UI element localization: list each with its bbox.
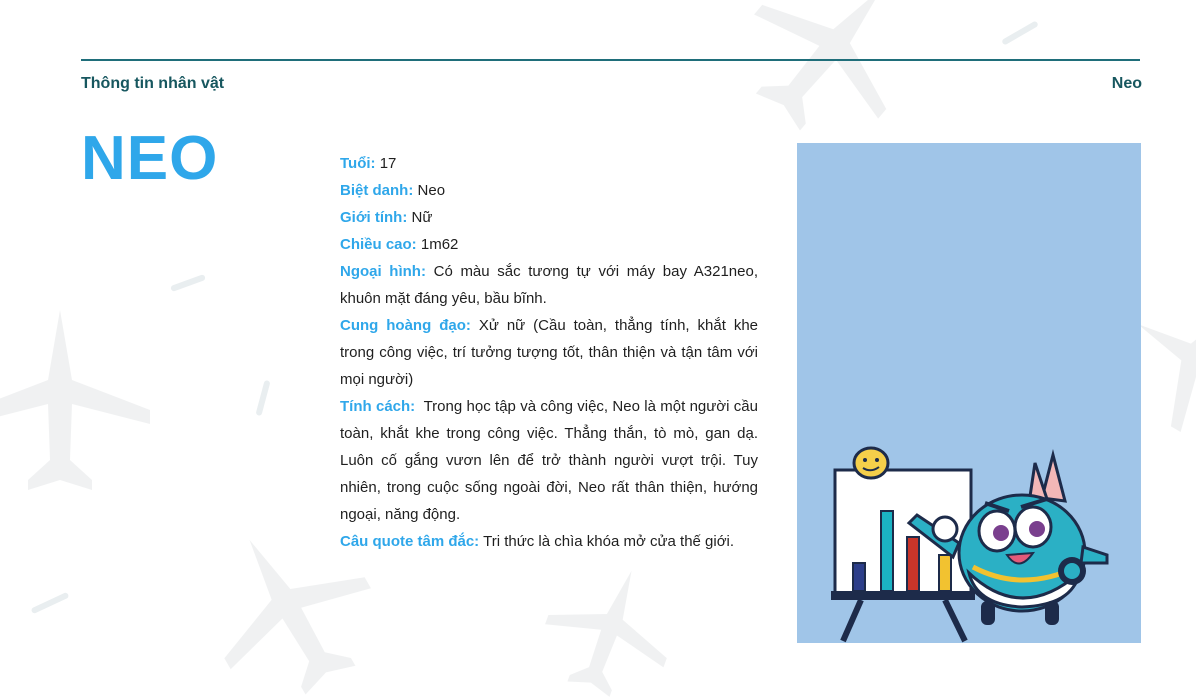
info-value: Xử nữ (Cầu toàn, thẳng tính, khắt khe trong công việc, trí tưởng tượng tốt, thân thiện và tận tâm với mọi người) (340, 317, 759, 388)
character-name-heading: NEO (81, 124, 219, 193)
background-dash (170, 274, 206, 292)
info-personality (340, 393, 758, 528)
info-label: Tính cách: (340, 398, 416, 415)
info-age (340, 150, 758, 177)
background-plane-icon (740, 0, 920, 140)
info-label: Chiều cao: (340, 236, 417, 253)
info-appearance (340, 258, 758, 312)
info-label: Ngoại hình: (340, 263, 426, 280)
character-info (340, 150, 758, 555)
info-value: Nữ (411, 209, 433, 226)
character-short-name: Neo (1111, 75, 1142, 92)
info-zodiac (340, 312, 758, 393)
background-dash (1001, 20, 1039, 45)
info-value: Neo (417, 182, 446, 199)
section-title: Thông tin nhân vật (81, 75, 225, 92)
character-illustration-panel (797, 143, 1141, 643)
info-label: Câu quote tâm đắc: (340, 533, 480, 550)
info-nickname (340, 177, 758, 204)
smiley-icon (854, 448, 888, 478)
info-label: Giới tính: (340, 209, 408, 226)
info-gender (340, 204, 758, 231)
neo-plane-mascot-illustration (797, 143, 1141, 643)
header-divider (81, 59, 1140, 61)
info-value: Trong học tập và công việc, Neo là một người cầu toàn, khắt khe trong công việc. Thẳng thắn, tò mò, gan dạ. Luôn cố gắng vươn lên để trở thành người vượt trội. Tuy nhiên, trong cuộc sống ngoài đời, Neo rất thân thiện, hướng ngoại, năng động. (340, 398, 758, 523)
info-height (340, 231, 758, 258)
info-value: Tri thức là chìa khóa mở cửa thế giới. (483, 533, 735, 550)
info-quote (340, 528, 758, 555)
info-label: Cung hoàng đạo: (340, 317, 471, 334)
info-label: Biệt danh: (340, 182, 414, 199)
background-plane-icon (540, 560, 680, 700)
background-dash (31, 592, 70, 614)
info-label: Tuổi: (340, 155, 376, 172)
info-value: 1m62 (420, 236, 459, 253)
background-dash (255, 380, 270, 416)
background-plane-icon (0, 300, 160, 500)
info-value: Có màu sắc tương tự với máy bay A321neo, khuôn mặt đáng yêu, bầu bĩnh. (340, 263, 758, 307)
info-value: 17 (379, 155, 397, 172)
